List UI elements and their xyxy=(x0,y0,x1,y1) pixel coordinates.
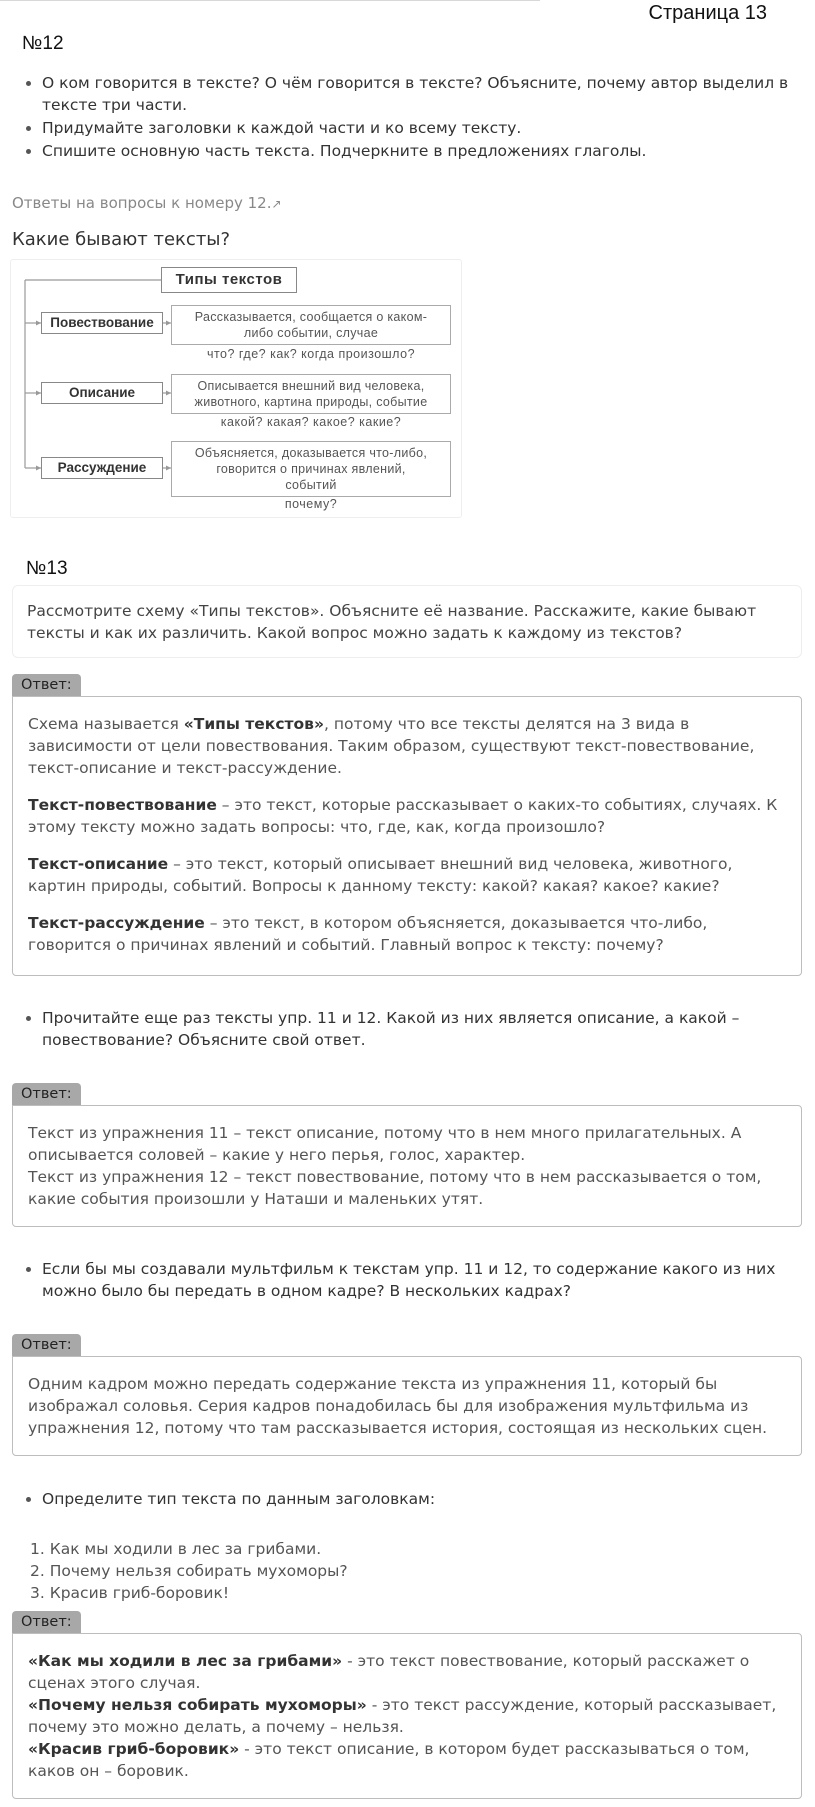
description-line: животного, картина природы, событие xyxy=(194,395,428,409)
answer-text: , потому что все тексты делятся на 3 вида в зависимости от цели повествования. Таким образом, существуют текст-повествование, текст-описание и текст-рассуждение. xyxy=(28,715,755,777)
answer-bold: Текст-повествование xyxy=(28,796,217,814)
answer-label: Ответ: xyxy=(12,1611,81,1633)
answer-label: Ответ: xyxy=(12,674,81,696)
type-narration: Повествование xyxy=(41,312,163,334)
answer-label: Ответ: xyxy=(12,1083,81,1105)
answer-box-3 xyxy=(12,1356,802,1456)
list-item: Придумайте заголовки к каждой части и ко всему тексту. xyxy=(20,117,790,139)
list-item: О ком говорится в тексте? О чём говорится в тексте? Объясните, почему автор выделил в тексте три части. xyxy=(20,72,790,116)
type-description-description xyxy=(171,374,451,414)
list-item: Прочитайте еще раз тексты упр. 11 и 12. Какой из них является описание, а какой – повествование? Объясните свой ответ. xyxy=(20,1007,790,1051)
type-reasoning-description xyxy=(171,441,451,497)
answers-link[interactable] xyxy=(12,194,282,212)
answer-box-2 xyxy=(12,1105,802,1227)
answer-text: – это текст, которые рассказывает о каких-то событиях, случаях. К этому тексту можно задать вопросы: что, где, как, когда произошло? xyxy=(28,796,778,836)
answer-text: - это текст повествование, который расскажет о сценах этого случая. xyxy=(28,1652,750,1692)
list-item: Спишите основную часть текста. Подчеркните в предложениях глаголы. xyxy=(20,140,790,162)
text-types-diagram xyxy=(10,259,462,518)
answer-text: – это текст, в котором объясняется, доказывается что-либо, говорится о причинах явлений и событий. Главный вопрос к тексту: почему? xyxy=(28,914,708,954)
list-item: 1. Как мы ходили в лес за грибами. xyxy=(30,1540,322,1558)
answer-paragraph xyxy=(28,912,786,956)
answers-link-label[interactable]: Ответы на вопросы к номеру 12. xyxy=(12,194,272,212)
answer-box-1 xyxy=(12,696,802,976)
list-item: 3. Красив гриб-боровик! xyxy=(30,1584,230,1602)
description-line: либо событии, случае xyxy=(243,326,379,340)
page-number: Страница 13 xyxy=(648,2,767,24)
answer-bold: «Красив гриб-боровик» xyxy=(28,1740,240,1758)
answer-bold: Текст-описание xyxy=(28,855,169,873)
answer-text: - это текст описание, в котором будет рассказываться о том, каков он – боровик. xyxy=(28,1740,750,1780)
description-line: событий xyxy=(285,478,337,492)
description-line: Рассказывается, сообщается о каком- xyxy=(194,310,428,324)
exercise-13-task: Рассмотрите схему «Типы текстов». Объясните её название. Расскажите, какие бывают тексты и как их различить. Какой вопрос можно задать к каждому из текстов? xyxy=(12,585,802,658)
exercise-12-number: №12 xyxy=(22,33,64,54)
titles-list xyxy=(30,1538,348,1604)
list-item: Если бы мы создавали мультфильм к текстам упр. 11 и 12, то содержание какого из них можно было бы передать в одном кадре? В нескольких кадрах? xyxy=(20,1258,790,1302)
type-narration-questions: что? где? как? когда произошло? xyxy=(206,347,416,361)
answer-paragraph xyxy=(28,853,786,897)
answer-bold: Текст-рассуждение xyxy=(28,914,205,932)
type-description: Описание xyxy=(41,382,163,404)
answer-paragraph xyxy=(28,713,786,779)
answer-text: Текст из упражнения 12 – текст повествование, потому что в нем рассказывается о том, какие события произошли у Наташи и маленьких утят. xyxy=(28,1168,762,1208)
question-3 xyxy=(20,1258,790,1303)
description-line: говорится о причинах явлений, xyxy=(216,462,406,476)
answer-line xyxy=(28,1650,786,1694)
question-4 xyxy=(20,1488,790,1511)
exercise-13-number: №13 xyxy=(26,558,68,579)
section-title: Какие бывают тексты? xyxy=(12,229,231,250)
answer-line xyxy=(28,1694,786,1738)
diagram-title: Типы текстов xyxy=(161,267,297,293)
answer-bold: «Как мы ходили в лес за грибами» xyxy=(28,1652,343,1670)
description-line: Описывается внешний вид человека, xyxy=(197,379,425,393)
answer-text: – это текст, который описывает внешний вид человека, животного, картин природы, событий. Вопросы к данному тексту: какой? какая? какое? какие? xyxy=(28,855,733,895)
answer-box-4 xyxy=(12,1633,802,1799)
top-divider xyxy=(0,0,540,1)
type-narration-description xyxy=(171,305,451,345)
external-link-icon: ↗ xyxy=(271,197,282,211)
answer-text: Одним кадром можно передать содержание текста из упражнения 11, который бы изображал соловья. Серия кадров понадобилась бы для изображения мультфильма из упражнения 12, потому что там рассказывается история, состоящая из нескольких сцен. xyxy=(28,1375,768,1437)
type-reasoning-questions: почему? xyxy=(284,497,338,511)
answer-bold: «Почему нельзя собирать мухоморы» xyxy=(28,1696,367,1714)
type-reasoning: Рассуждение xyxy=(41,457,163,479)
answer-line xyxy=(28,1738,786,1782)
exercise-12-questions xyxy=(20,72,790,163)
answer-text: - это текст рассуждение, который рассказывает, почему это можно делать, а почему – нельзя. xyxy=(28,1696,777,1736)
list-item: 2. Почему нельзя собирать мухоморы? xyxy=(30,1562,348,1580)
answer-text: Текст из упражнения 11 – текст описание, потому что в нем много прилагательных. А описывается соловей – какие у него перья, голос, характер. xyxy=(28,1124,742,1164)
description-line: Объясняется, доказывается что-либо, xyxy=(194,446,428,460)
type-description-questions: какой? какая? какое? какие? xyxy=(220,415,402,429)
list-item: Определите тип текста по данным заголовкам: xyxy=(20,1488,790,1510)
answer-paragraph xyxy=(28,794,786,838)
question-2 xyxy=(20,1007,790,1052)
answer-text: Схема называется xyxy=(28,715,184,733)
answer-label: Ответ: xyxy=(12,1334,81,1356)
answer-bold: «Типы текстов» xyxy=(183,715,324,733)
